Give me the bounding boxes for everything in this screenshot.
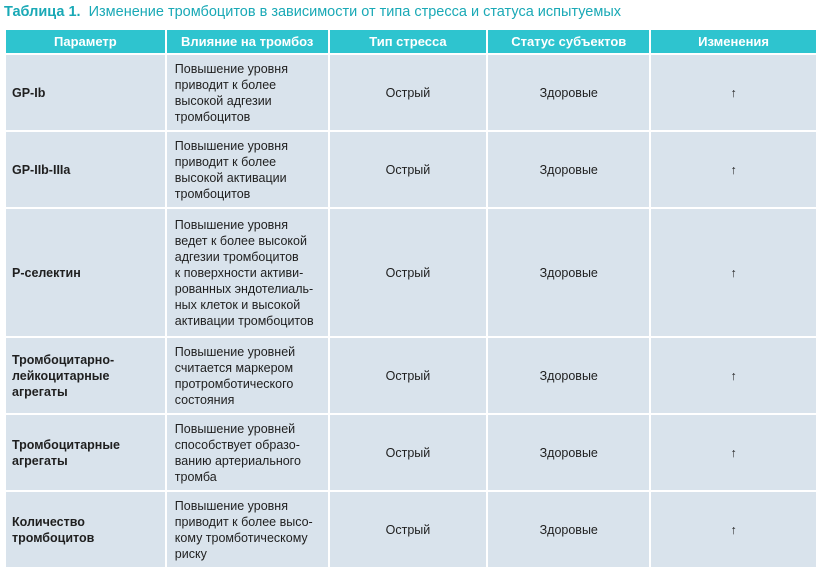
caption-label: Таблица 1. [4,4,81,20]
table-row [6,55,816,130]
subject-status-cell: Здоровые [488,55,649,130]
effect-line: способствует образо- [174,437,300,452]
subject-status-cell: Здоровые [488,209,649,336]
table-header-row [6,30,816,53]
increase-arrow-icon: ↑ [651,338,816,413]
parameter-line: Р-селектин [12,265,81,280]
increase-arrow-icon: ↑ [651,132,816,207]
effect-line: активации тромбоцитов [174,313,314,328]
table-row [6,415,816,490]
increase-arrow-icon: ↑ [651,415,816,490]
parameter-cell [6,415,165,490]
effect-line: высокой активации [174,170,287,185]
stress-type-cell: Острый [330,492,487,567]
effect-cell [167,55,328,130]
parameter-line: агрегаты [12,453,68,468]
platelet-table [4,28,818,569]
header-effect: Влияние на тромбоз [167,30,328,53]
subject-status-cell: Здоровые [488,415,649,490]
parameter-cell [6,492,165,567]
effect-line: тромба [174,469,217,484]
effect-line: Повышение уровня [174,498,288,513]
stress-type-cell: Острый [330,132,487,207]
increase-arrow-icon: ↑ [651,209,816,336]
effect-cell [167,338,328,413]
header-stress-type: Тип стресса [330,30,487,53]
table-row [6,338,816,413]
stress-type-cell: Острый [330,209,487,336]
increase-arrow-icon: ↑ [651,55,816,130]
parameter-cell [6,132,165,207]
effect-line: приводит к более высо- [174,514,313,529]
subject-status-cell: Здоровые [488,338,649,413]
effect-line: ведет к более высокой [174,233,307,248]
stress-type-cell: Острый [330,338,487,413]
effect-line: Повышение уровней [174,421,296,436]
effect-line: протромботического [174,376,294,391]
subject-status-cell: Здоровые [488,132,649,207]
stress-type-cell: Острый [330,55,487,130]
parameter-cell [6,338,165,413]
effect-cell [167,492,328,567]
header-changes: Изменения [651,30,816,53]
effect-cell [167,415,328,490]
subject-status-cell: Здоровые [488,492,649,567]
effect-line: риску [174,546,207,561]
parameter-cell [6,209,165,336]
parameter-line: Тромбоцитарно- [12,352,115,367]
effect-line: Повышение уровня [174,217,288,232]
parameter-line: агрегаты [12,384,68,399]
effect-line: высокой адгезии [174,93,272,108]
effect-line: ванию артериального [174,453,301,468]
parameter-line: GP-IIb-IIIa [12,162,71,177]
effect-line: приводит к более [174,154,277,169]
parameter-line: GP-Ib [12,85,46,100]
table-row [6,132,816,207]
effect-line: Повышение уровня [174,138,288,153]
effect-line: Повышение уровней [174,344,296,359]
effect-line: ных клеток и высокой [174,297,301,312]
parameter-line: тромбоцитов [12,530,95,545]
effect-line: кому тромботическому [174,530,308,545]
parameter-line: Тромбоцитарные [12,437,120,452]
parameter-line: Количество [12,514,85,529]
effect-line: тромбоцитов [174,186,251,201]
header-parameter: Параметр [6,30,165,53]
header-subject-status: Статус субъектов [488,30,649,53]
effect-line: рованных эндотелиаль- [174,281,314,296]
effect-line: тромбоцитов [174,109,251,124]
increase-arrow-icon: ↑ [651,492,816,567]
effect-line: адгезии тромбоцитов [174,249,299,264]
effect-line: состояния [174,392,235,407]
table-row [6,209,816,336]
parameter-cell [6,55,165,130]
effect-cell [167,132,328,207]
table-row [6,492,816,567]
effect-line: к поверхности активи- [174,265,304,280]
effect-cell [167,209,328,336]
effect-line: приводит к более [174,77,277,92]
effect-line: считается маркером [174,360,294,375]
caption-title: Изменение тромбоцитов в зависимости от типа стресса и статуса испытуемых [88,4,622,20]
effect-line: Повышение уровня [174,61,288,76]
parameter-line: лейкоцитарные [12,368,110,383]
table-caption [4,3,621,21]
stress-type-cell: Острый [330,415,487,490]
